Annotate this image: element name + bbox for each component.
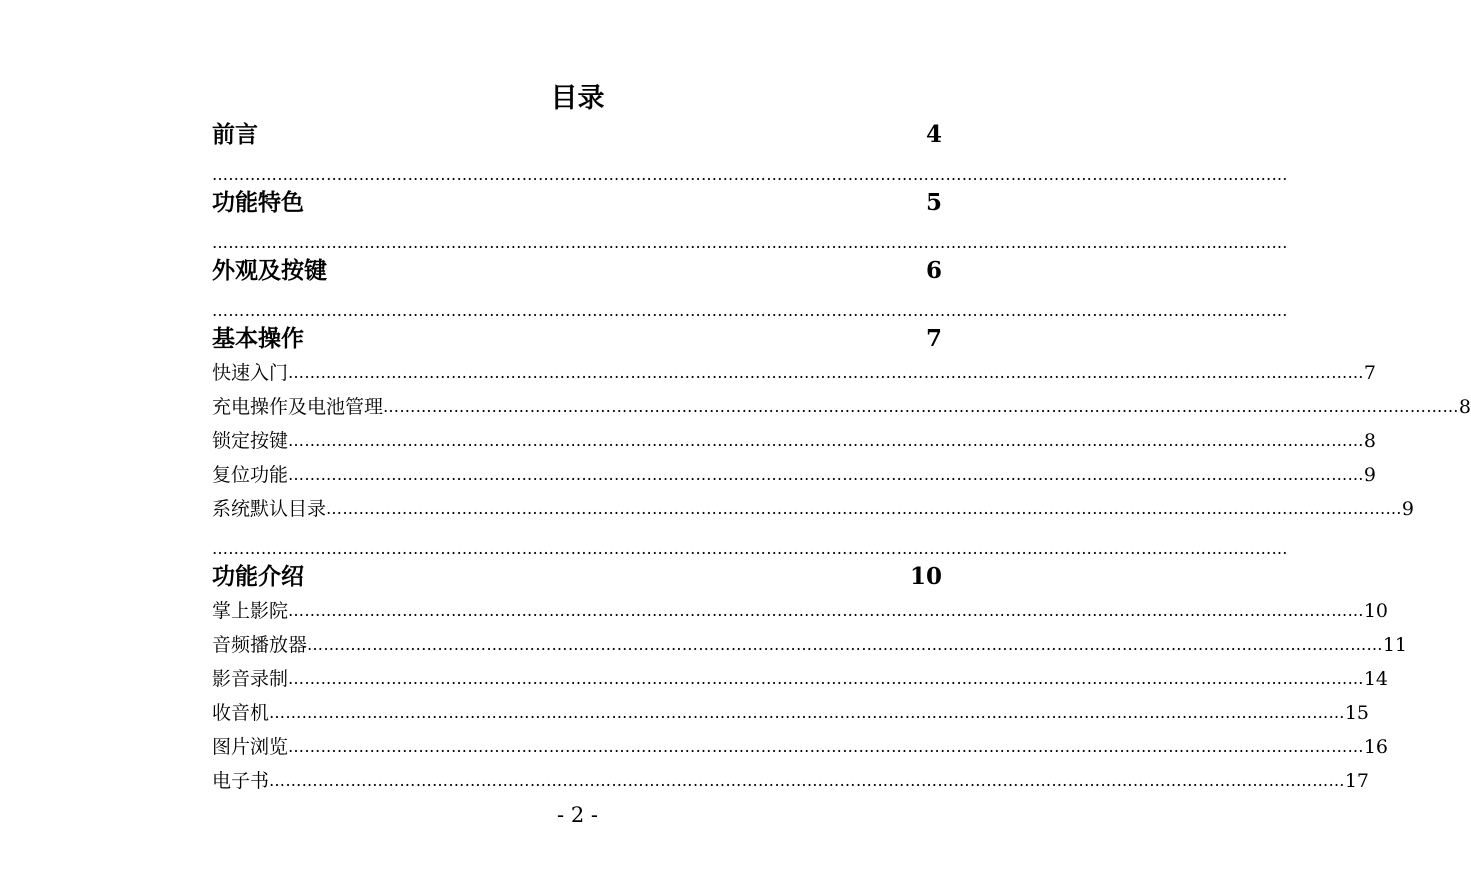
dot-leader-text: ……………………………………………………………………………………………………………………………………………………………………………… [212,301,1288,320]
toc-item-page: 16 [1363,736,1389,758]
toc-item-label: 复位功能 [212,464,289,486]
toc-item-label: 影音录制 [212,668,289,690]
dot-leader-text: ……………………………………………………………………………………………………………………………………………………………………………… [212,539,1288,558]
toc-section-basic-operation[interactable] [212,322,942,356]
toc-item[interactable] [212,594,1389,628]
toc-item-page: 9 [1363,464,1376,486]
toc-item-page: 11 [1382,634,1408,656]
toc-item-label: 充电操作及电池管理 [212,396,384,418]
toc-item-page: 17 [1344,770,1370,792]
table-of-contents [212,118,1471,798]
toc-item[interactable] [212,662,1389,696]
toc-section-page: 7 [925,325,942,352]
toc-section-label: 基本操作 [212,325,304,352]
toc-section-page: 6 [925,257,942,284]
dot-leader-text: ……………………………………………………………………………………………………………………………………………………………………………… [269,771,1345,790]
toc-item-page: 10 [1363,600,1389,622]
dot-leader-text: ……………………………………………………………………………………………………………………………………………………………………………… [212,233,1288,252]
dot-leader-text: ……………………………………………………………………………………………………………………………………………………………………………… [269,703,1345,722]
dot-leader [212,152,1288,186]
toc-item-label: 锁定按键 [212,430,289,452]
toc-item-page: 14 [1363,668,1389,690]
toc-item[interactable] [212,356,1376,390]
toc-item[interactable] [212,492,1414,526]
dot-leader [212,220,1288,254]
dot-leader [212,288,1288,322]
toc-item-page: 8 [1363,430,1376,452]
toc-section-label: 前言 [212,121,258,148]
toc-item-label: 收音机 [212,702,270,724]
dot-leader-text: ……………………………………………………………………………………………………………………………………………………………………………… [288,465,1364,484]
dot-leader-text: ……………………………………………………………………………………………………………………………………………………………………………… [307,635,1383,654]
dot-leader-text: ……………………………………………………………………………………………………………………………………………………………………………… [326,499,1402,518]
dot-leader-text: ……………………………………………………………………………………………………………………………………………………………………………… [288,669,1364,688]
toc-item-label: 电子书 [212,770,270,792]
toc-item-label: 系统默认目录 [212,498,327,520]
toc-section-page: 4 [925,121,942,148]
dot-leader-text: ……………………………………………………………………………………………………………………………………………………………………………… [288,363,1364,382]
toc-section-preface[interactable] [212,118,942,152]
toc-section-label: 功能介绍 [212,563,304,590]
toc-item[interactable] [212,458,1376,492]
toc-item-label: 图片浏览 [212,736,289,758]
dot-leader-text: ……………………………………………………………………………………………………………………………………………………………………………… [288,601,1364,620]
toc-section-appearance[interactable] [212,254,942,288]
toc-item[interactable] [212,730,1389,764]
dot-leader [212,526,1288,560]
toc-section-features[interactable] [212,186,942,220]
dot-leader-text: ……………………………………………………………………………………………………………………………………………………………………………… [383,397,1459,416]
dot-leader-text: ……………………………………………………………………………………………………………………………………………………………………………… [288,737,1364,756]
toc-section-page: 10 [909,563,942,590]
toc-item-page: 8 [1458,396,1471,418]
page-title: 目录 [550,83,605,114]
toc-section-label: 功能特色 [212,189,304,216]
toc-item[interactable] [212,390,1471,424]
toc-item-page: 15 [1344,702,1370,724]
toc-item-label: 快速入门 [212,362,289,384]
dot-leader-text: ……………………………………………………………………………………………………………………………………………………………………………… [288,431,1364,450]
page-number: - 2 - [557,803,598,827]
toc-section-function-intro[interactable] [212,560,942,594]
toc-item-label: 掌上影院 [212,600,289,622]
dot-leader-text: ……………………………………………………………………………………………………………………………………………………………………………… [212,165,1288,184]
toc-item-page: 7 [1363,362,1376,384]
toc-item-page: 9 [1401,498,1414,520]
toc-section-label: 外观及按键 [212,257,327,284]
toc-section-page: 5 [925,189,942,216]
toc-item[interactable] [212,696,1370,730]
toc-item-label: 音频播放器 [212,634,308,656]
toc-item[interactable] [212,628,1408,662]
toc-item[interactable] [212,424,1376,458]
toc-item[interactable] [212,764,1370,798]
